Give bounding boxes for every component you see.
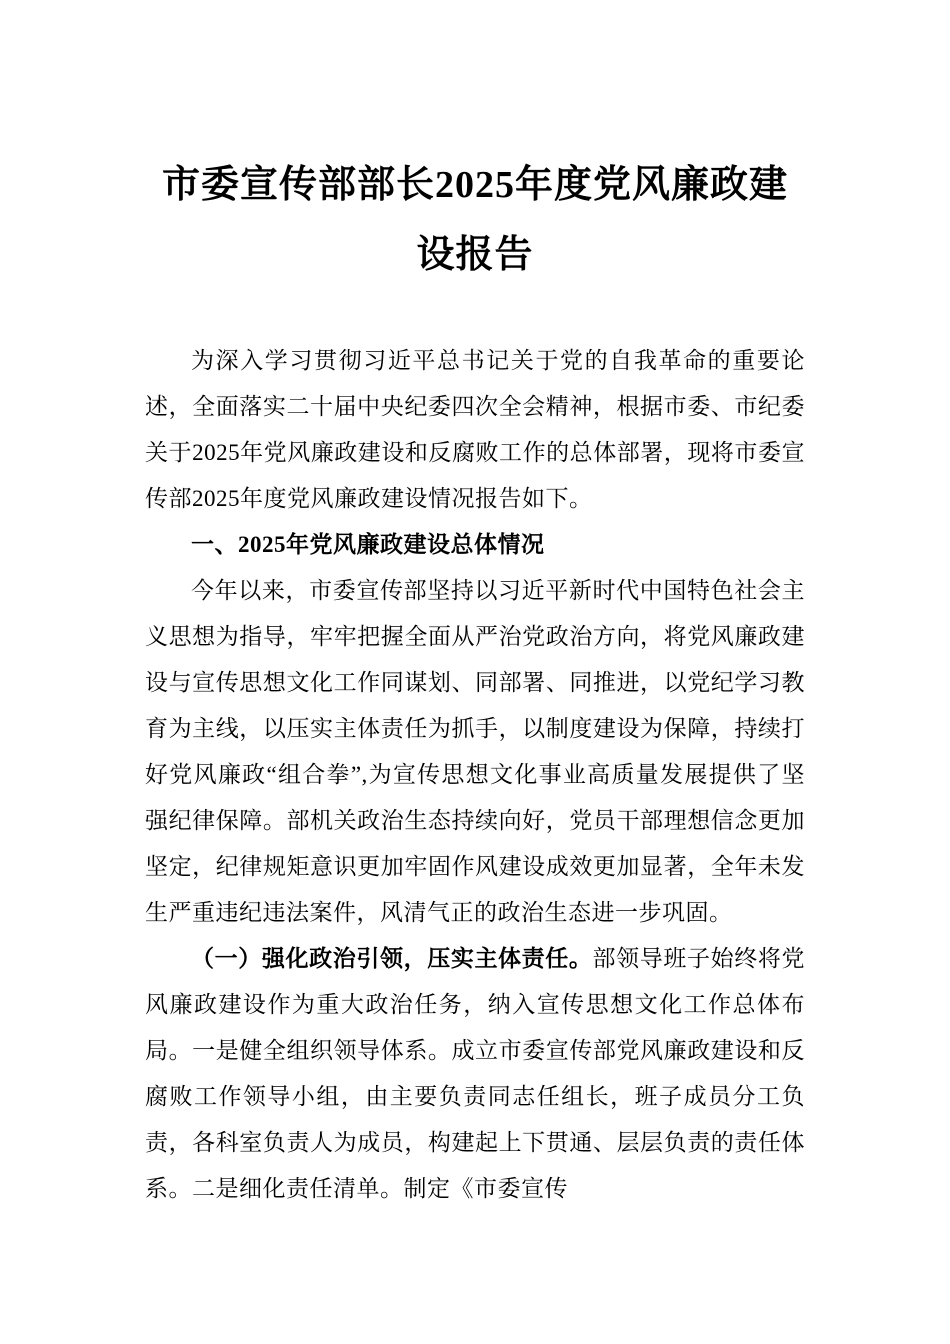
item-paragraph-text: 部领导班子始终将党风廉政建设作为重大政治任务，纳入宣传思想文化工作总体布局。一是健全组织领导体系。成立市委宣传部党风廉政建设和反腐败工作领导小组，由主要负责同志任组长，班子成员分工负责，各科室负责人为成员，构建起上下贯通、层层负责的责任体系。二是细化责任清单。制定《市委宣传 — [145, 946, 806, 1201]
section-heading: 一、2025年党风廉政建设总体情况 — [191, 532, 545, 557]
item-paragraph-lead: （一）强化政治引领，压实主体责任。 — [191, 946, 593, 971]
item-paragraph — [145, 936, 805, 1212]
section-overview-paragraph: 今年以来，市委宣传部坚持以习近平新时代中国特色社会主义思想为指导，牢牢把握全面从严治党政治方向，将党风廉政建设与宣传思想文化工作同谋划、同部署、同推进，以党纪学习教育为主线，以压实主体责任为抓手，以制度建设为保障，持续打好党风廉政“组合拳”,为宣传思想文化事业高质量发展提供了坚强纪律保障。部机关政治生态持续向好，党员干部理想信念更加坚定，纪律规矩意识更加牢固作风建设成效更加显著，全年未发生严重违纪违法案件，风清气正的政治生态进一步巩固。 — [145, 578, 805, 925]
intro-paragraph: 为深入学习贯彻习近平总书记关于党的自我革命的重要论述，全面落实二十届中央纪委四次全会精神，根据市委、市纪委关于2025年党风廉政建设和反腐败工作的总体部署，现将市委宣传部2025年度党风廉政建设情况报告如下。 — [145, 348, 805, 511]
document-title: 市委宣传部部长2025年度党风廉政建设报告 — [161, 164, 788, 276]
